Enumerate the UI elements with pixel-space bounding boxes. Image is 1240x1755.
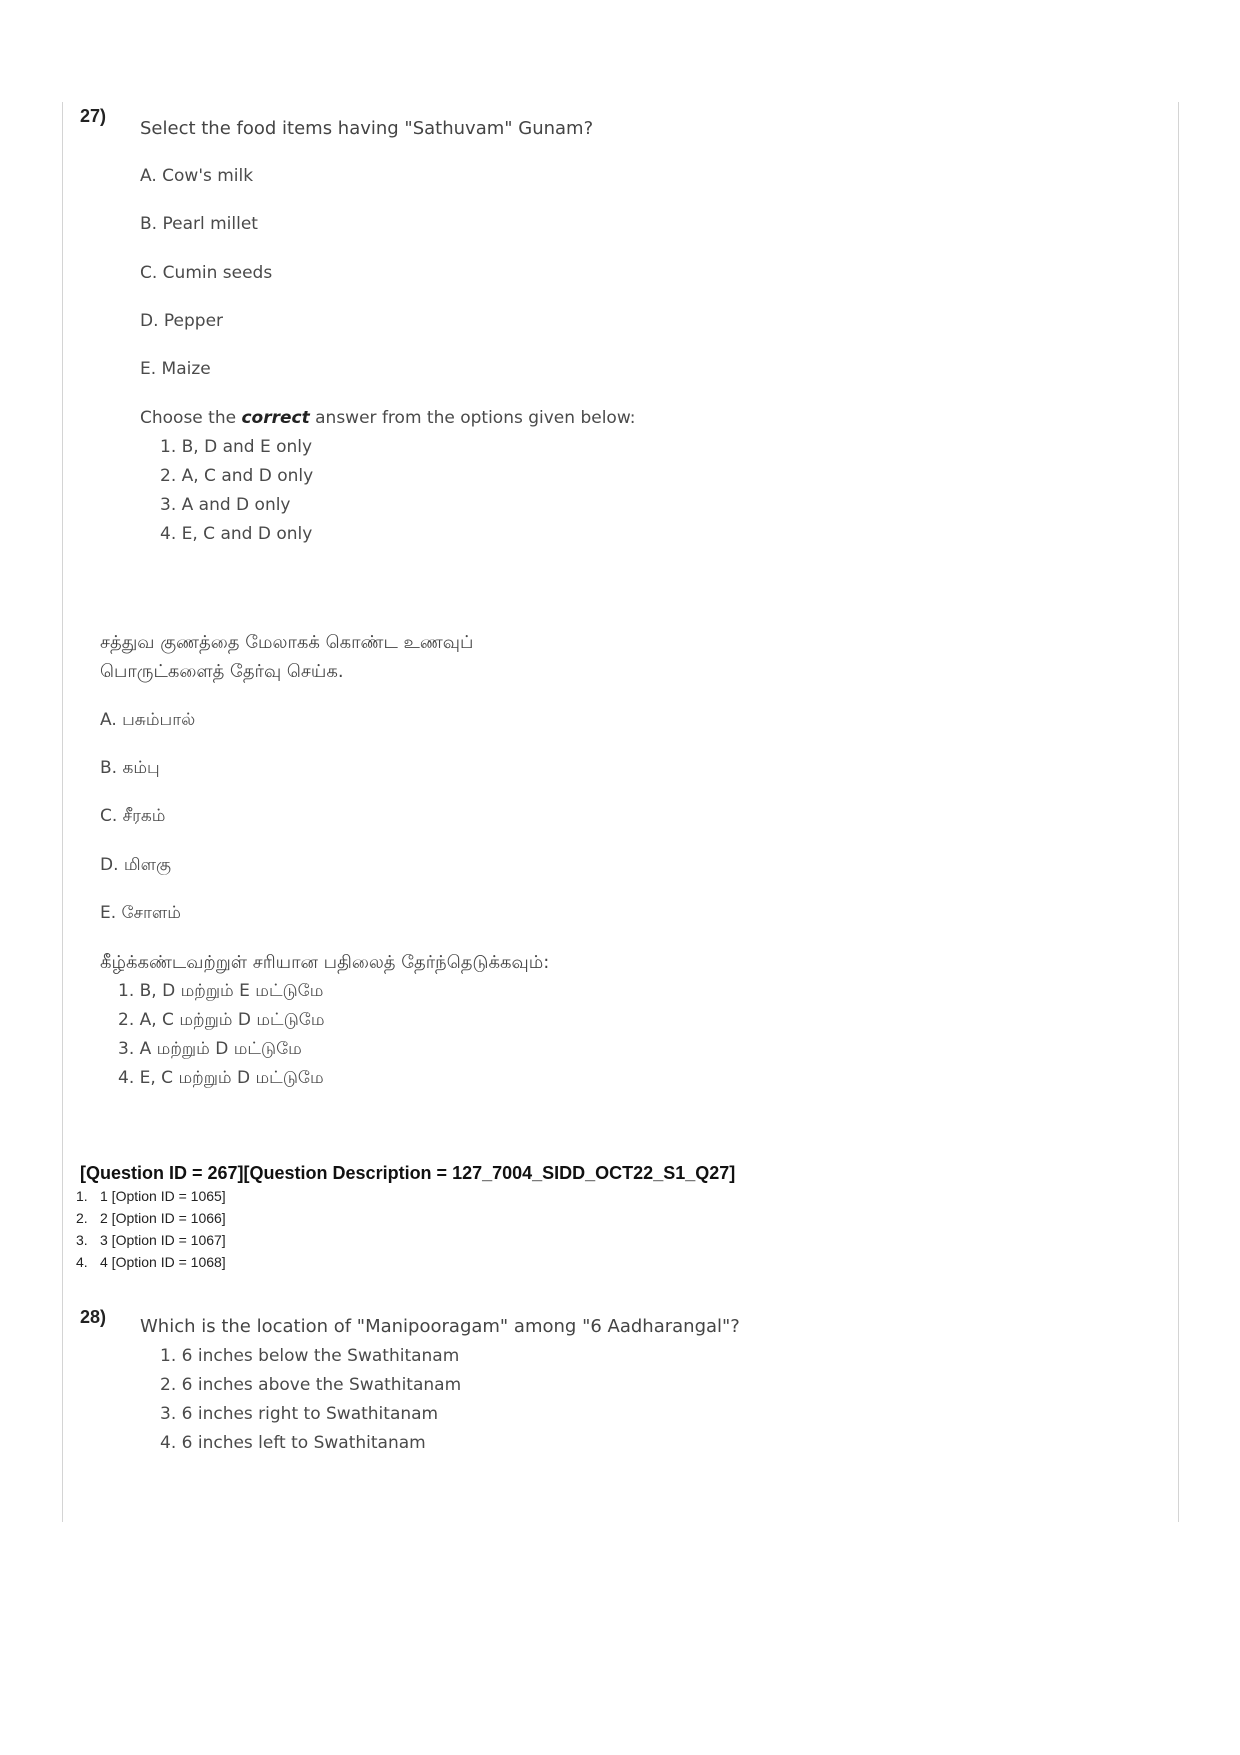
option-id-row [76, 1210, 226, 1226]
choose-prefix: Choose the [140, 408, 242, 428]
option-id-row [76, 1232, 226, 1248]
question-28-answer-1: 1. 6 inches below the Swathitanam [160, 1346, 460, 1366]
question-27-choose-instruction [140, 408, 636, 428]
question-27-id-line: [Question ID = 267][Question Description = 127_7004_SIDD_OCT22_S1_Q27] [80, 1163, 736, 1183]
option-id-text: 4 [Option ID = 1068] [100, 1254, 226, 1270]
question-27-tamil-text-line2: பொருட்களைத் தேர்வு செய்க. [100, 661, 344, 682]
question-27-item-d: D. Pepper [140, 311, 224, 331]
option-id-number: 2. [76, 1210, 88, 1226]
page-frame-right-border [1178, 102, 1179, 1522]
question-27-tamil-answer-3: 3. A மற்றும் D மட்டுமே [118, 1039, 302, 1059]
option-id-row [76, 1188, 226, 1204]
question-28-answer-2: 2. 6 inches above the Swathitanam [160, 1375, 462, 1395]
question-28-number: 28) [80, 1307, 107, 1327]
question-28-text: Which is the location of "Manipooragam" among "6 Aadharangal"? [140, 1316, 740, 1337]
question-27-tamil-item-a: A. பசும்பால் [100, 710, 196, 730]
question-27-text: Select the food items having "Sathuvam" Gunam? [140, 118, 594, 139]
option-id-text: 1 [Option ID = 1065] [100, 1188, 226, 1204]
question-27-answer-2: 2. A, C and D only [160, 466, 314, 486]
question-27-item-a: A. Cow's milk [140, 166, 254, 186]
option-id-number: 1. [76, 1188, 88, 1204]
question-28-answer-3: 3. 6 inches right to Swathitanam [160, 1404, 439, 1424]
question-27-tamil-answer-4: 4. E, C மற்றும் D மட்டுமே [118, 1068, 324, 1088]
question-27-tamil-choose-instruction: கீழ்க்கண்டவற்றுள் சரியான பதிலைத் தேர்ந்தெடுக்கவும்: [100, 952, 550, 973]
question-27-tamil-item-b: B. கம்பு [100, 758, 160, 778]
option-id-text: 3 [Option ID = 1067] [100, 1232, 226, 1248]
option-id-row [76, 1254, 226, 1270]
option-id-number: 4. [76, 1254, 88, 1270]
question-27-tamil-item-c: C. சீரகம் [100, 806, 166, 826]
question-27-item-b: B. Pearl millet [140, 214, 258, 234]
question-27-answer-3: 3. A and D only [160, 495, 291, 515]
choose-suffix: answer from the options given below: [309, 408, 636, 428]
question-27-tamil-answer-2: 2. A, C மற்றும் D மட்டுமே [118, 1010, 325, 1030]
option-id-number: 3. [76, 1232, 88, 1248]
question-27-tamil-text-line1: சத்துவ குணத்தை மேலாகக் கொண்ட உணவுப் [100, 632, 474, 653]
choose-emphasis: correct [241, 408, 310, 428]
option-id-text: 2 [Option ID = 1066] [100, 1210, 226, 1226]
question-28-answer-4: 4. 6 inches left to Swathitanam [160, 1433, 426, 1453]
question-27-number: 27) [80, 106, 107, 126]
page-frame-left-border [62, 102, 63, 1522]
question-27-tamil-item-e: E. சோளம் [100, 903, 181, 923]
question-27-tamil-item-d: D. மிளகு [100, 855, 171, 875]
question-27-item-c: C. Cumin seeds [140, 263, 273, 283]
question-27-tamil-answer-1: 1. B, D மற்றும் E மட்டுமே [118, 981, 324, 1001]
question-27-answer-1: 1. B, D and E only [160, 437, 313, 457]
question-27-item-e: E. Maize [140, 359, 211, 379]
question-27-answer-4: 4. E, C and D only [160, 524, 313, 544]
